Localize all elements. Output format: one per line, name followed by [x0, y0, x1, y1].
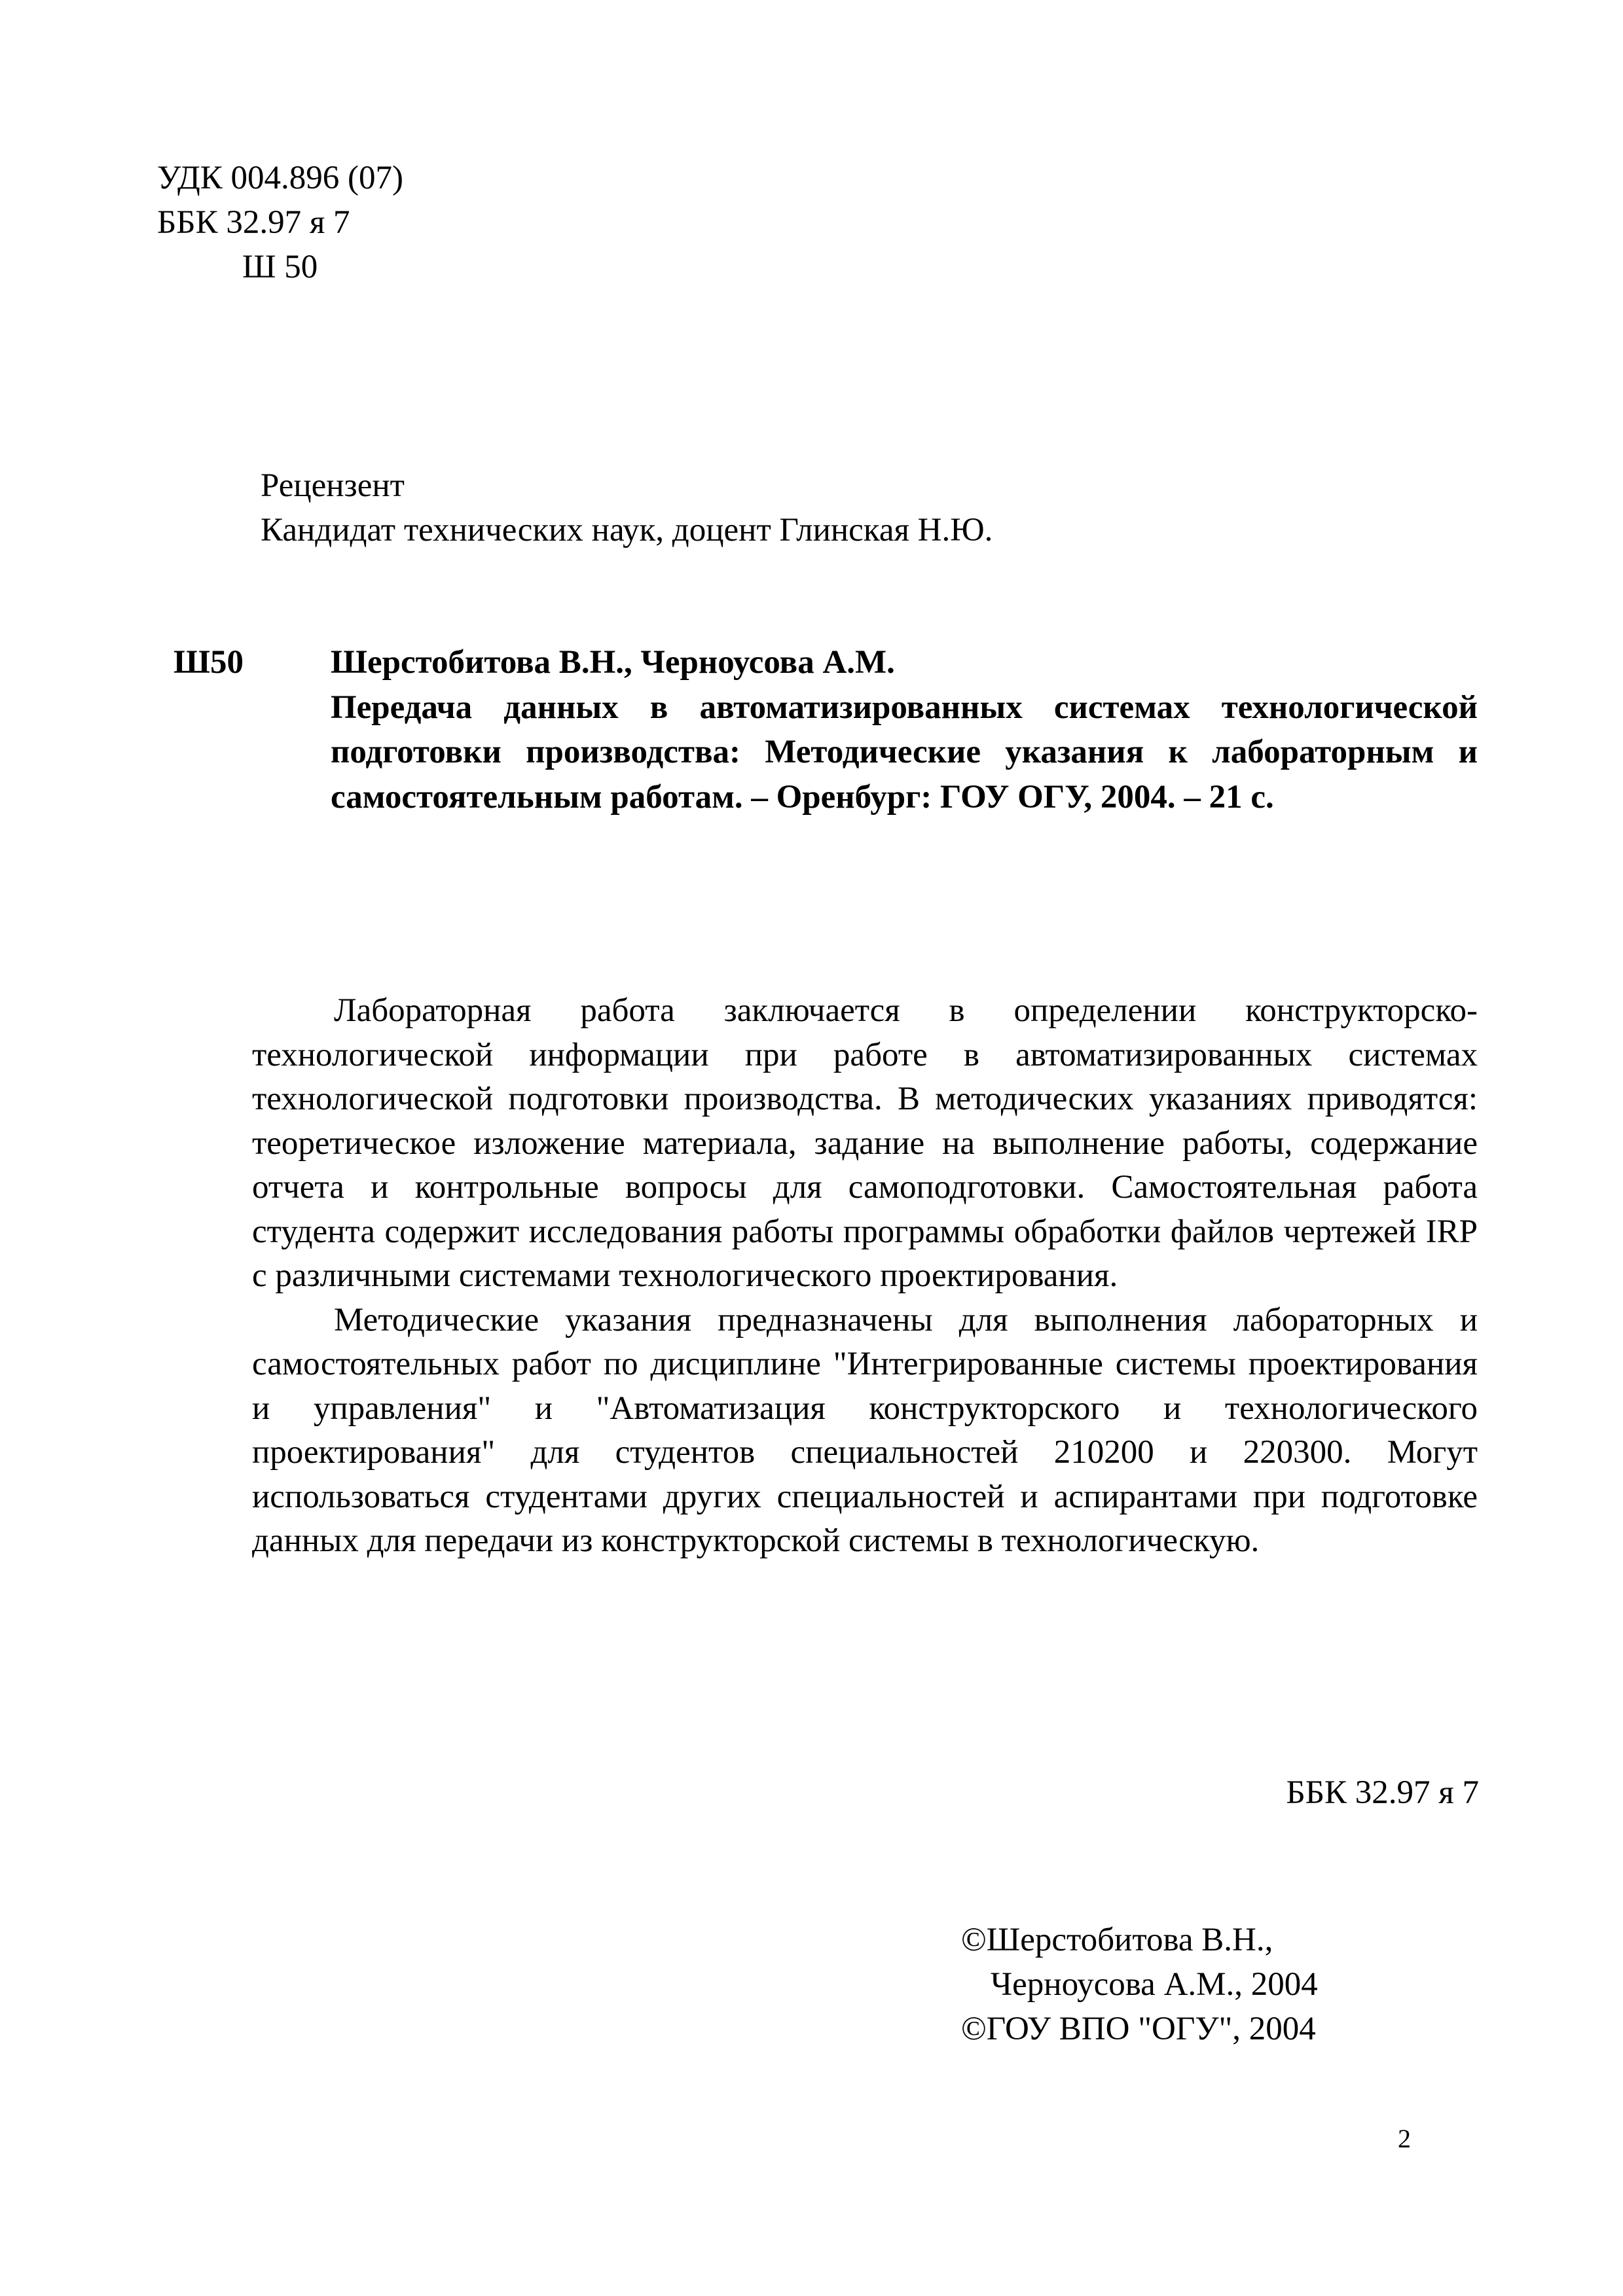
copyright-line-1: ©Шерстобитова В.Н., — [961, 1922, 1273, 1958]
reviewer-name: Кандидат технических наук, доцент Глинская Н.Ю. — [261, 512, 993, 548]
catalog-entry — [331, 640, 1478, 819]
bbk-code: ББК 32.97 я 7 — [157, 204, 350, 241]
copyright-section — [961, 1918, 1318, 2051]
page-number: 2 — [1398, 2124, 1411, 2153]
author-mark: Ш 50 — [242, 249, 318, 285]
abstract-paragraph-1: Лабораторная работа заключается в определении конструкторско-технологической информации при работе в автоматизированных системах технологической подготовки производства. В методических указаниях приводятся: теоретическое изложение материала, задание на выполнение работы, содержание отчета и контрольные вопросы для самоподготовки. Самостоятельная работа студента содержит исследования работы программы обработки файлов чертежей IRP с различными системами технологического проектирования. — [252, 992, 1478, 1294]
classification-header — [157, 156, 403, 289]
bbk-footer-code: ББК 32.97 я 7 — [1286, 1774, 1479, 1811]
abstract — [252, 989, 1478, 1564]
reviewer-section — [261, 463, 993, 552]
copyright-line-3: ©ГОУ ВПО "ОГУ", 2004 — [961, 2011, 1316, 2047]
reviewer-label: Рецензент — [261, 467, 405, 504]
catalog-code: Ш50 — [173, 644, 244, 681]
catalog-description: Передача данных в автоматизированных системах технологической подготовки производства: Методические указания к лабораторным и самостоятельным работам. – Оренбург: ГОУ ОГУ, 2004. – 21 с. — [331, 689, 1478, 816]
udk-code: УДК 004.896 (07) — [157, 160, 403, 196]
abstract-paragraph-2: Методические указания предназначены для выполнения лабораторных и самостоятельных работ по дисциплине "Интегрированные системы проектирования и управления" и "Автоматизация конструкторского и технологического проектирования" для студентов специальностей 210200 и 220300. Могут использоваться студентами других специальностей и аспирантами при подготовке данных для передачи из конструкторской системы в технологическую. — [252, 1301, 1478, 1559]
catalog-authors: Шерстобитова В.Н., Черноусова А.М. — [331, 644, 895, 681]
copyright-line-2: Черноусова А.М., 2004 — [991, 1966, 1318, 2003]
